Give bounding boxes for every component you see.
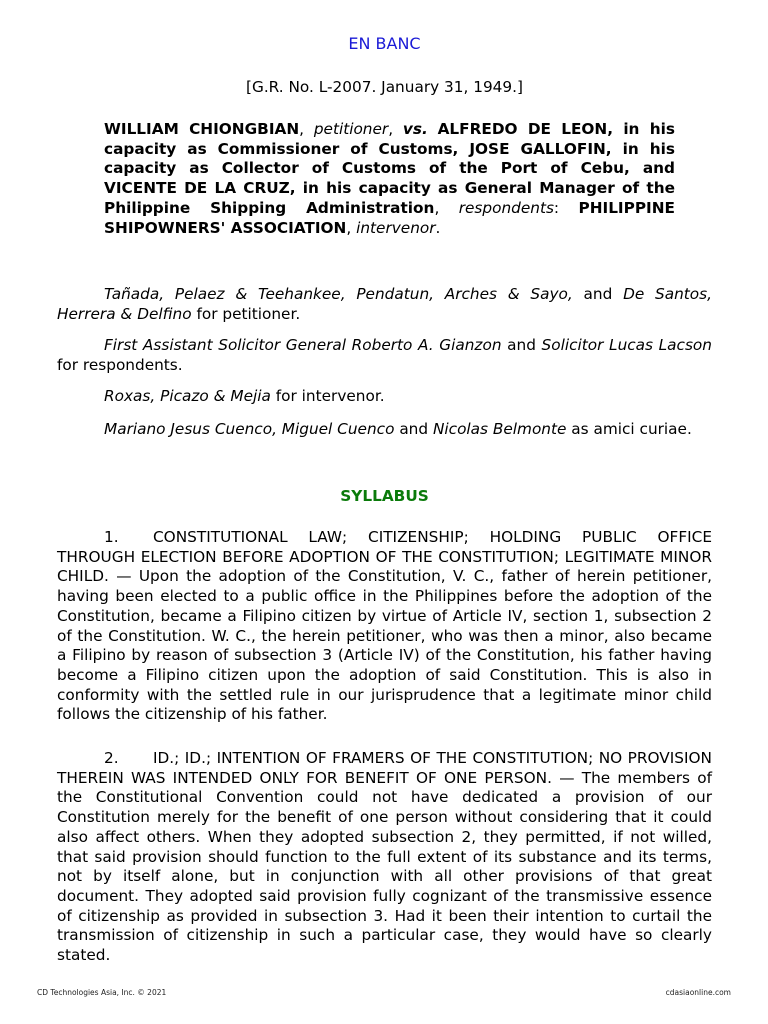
syllabus-item: 2. ID.; ID.; INTENTION OF FRAMERS OF THE CONSTITUTION; NO PROVISION THEREIN WAS INTENDED ONLY FOR BENEFIT OF ONE PERSON. — The members of the Constitutional Convention could not have dedicated a provision of our Constitution merely for the benefit of one person without considering that it could also affect others. When they adopted subsection 2, they permitted, if not willed, that said provision should function to the full extent of its substance and its terms, not by itself alone, but in conjunction with all other provisions of that great document. They adopted said provision fully cognizant of the transmissive essence of citizenship as provided in subsection 3. Had it been their intention to curtail the transmission of citizenship in such a particular case, they would have so clearly stated.	[57, 749, 712, 965]
intervenor-name: PHILIPPINE SHIPOWNERS' ASSOCIATION	[104, 198, 675, 237]
footer-copyright: CD Technologies Asia, Inc. © 2021	[37, 988, 167, 997]
petitioner-name: WILLIAM CHIONGBIAN	[104, 120, 300, 138]
respondents-role: respondents	[458, 198, 554, 217]
case-number: [G.R. No. L-2007. January 31, 1949.]	[246, 78, 523, 96]
counsel-intervenor: Roxas, Picazo & Mejia for intervenor.	[104, 387, 385, 405]
counsel-petitioner: Tañada, Pelaez & Teehankee, Pendatun, Arches & Sayo, and De Santos, Herrera & Delfino for petitioner.	[57, 285, 712, 323]
respondents-names: ALFREDO DE LEON, in his capacity as Commissioner of Customs, JOSE GALLOFIN, in his capacity as Collector of Customs of the Port of Cebu, and VICENTE DE LA CRUZ, in his capacity as General Manager of the Philippine Shipping Administration	[104, 120, 675, 217]
versus: vs.	[402, 120, 428, 138]
petitioner-role: petitioner	[313, 120, 389, 138]
intervenor-role: intervenor	[356, 218, 436, 237]
counsel-amici: Mariano Jesus Cuenco, Miguel Cuenco and Nicolas Belmonte as amici curiae.	[104, 420, 692, 438]
case-parties: WILLIAM CHIONGBIAN, petitioner, vs. ALFREDO DE LEON, in his capacity as Commissioner of Customs, JOSE GALLOFIN, in his capacity as Collector of Customs of the Port of Cebu, and VICENTE DE LA CRUZ, in his capacity as General Manager of the Philippine Shipping Administration, respondents: PHILIPPINE SHIPOWNERS' ASSOCIATION, intervenor.	[104, 120, 675, 237]
syllabus-item: 1. CONSTITUTIONAL LAW; CITIZENSHIP; HOLDING PUBLIC OFFICE THROUGH ELECTION BEFORE ADOPTION OF THE CONSTITUTION; LEGITIMATE MINOR CHILD. — Upon the adoption of the Constitution, V. C., father of herein petitioner, having been elected to a public office in the Philippines before the adoption of the Constitution, became a Filipino citizen by virtue of Article IV, section 1, subsection 2 of the Constitution. W. C., the herein petitioner, who was then a minor, also became a Filipino by reason of subsection 3 (Article IV) of the Constitution, his father having become a Filipino citizen upon the adoption of said Constitution. This is also in conformity with the settled rule in our jurisprudence that a legitimate minor child follows the citizenship of his father.	[57, 528, 712, 724]
counsel-respondents: First Assistant Solicitor General Roberto A. Gianzon and Solicitor Lucas Lacson for respondents.	[57, 336, 712, 374]
syllabus-heading: SYLLABUS	[340, 487, 429, 505]
court-division: EN BANC	[348, 34, 421, 53]
footer-site: cdasiaonline.com	[665, 988, 731, 997]
